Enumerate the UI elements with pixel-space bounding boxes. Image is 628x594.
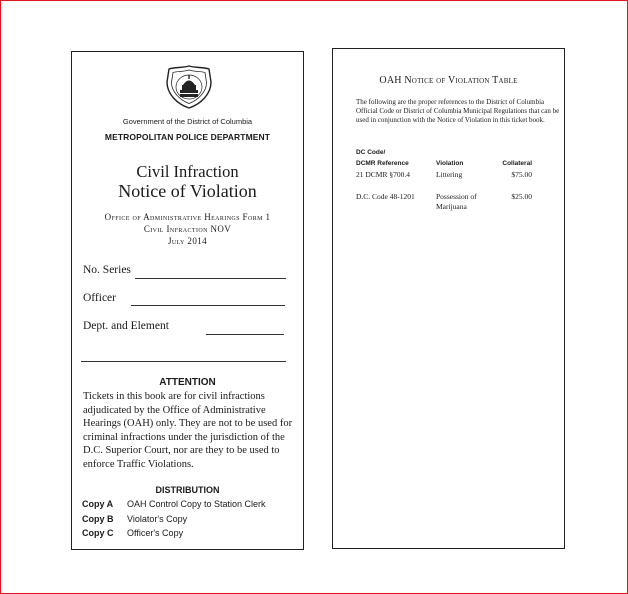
copy-label: Copy B (82, 514, 114, 524)
copy-row (82, 514, 187, 524)
no-series-label: No. Series (83, 264, 131, 276)
copy-row (82, 528, 183, 538)
dept-element-field[interactable] (206, 334, 284, 335)
notice-of-violation-cover (71, 51, 304, 550)
copy-label: Copy A (82, 499, 114, 509)
copy-recipient: Officer's Copy (127, 528, 184, 538)
row-reference: 21 DCMR §700.4 (356, 170, 410, 179)
government-name: Government of the District of Columbia (122, 117, 253, 126)
police-badge-icon (165, 64, 213, 110)
officer-field[interactable] (131, 305, 285, 306)
document-title: Civil Infraction (136, 162, 239, 181)
row-collateral: $75.00 (511, 170, 532, 179)
form-date: July 2014 (167, 236, 208, 246)
table-title: OAH Notice of Violation Table (379, 75, 518, 86)
attention-heading: ATTENTION (159, 377, 216, 388)
header-collateral: Collateral (502, 160, 532, 167)
copy-row (82, 499, 266, 509)
row-collateral: $25.00 (511, 192, 532, 201)
row-reference: D.C. Code 48-1201 (356, 192, 415, 201)
dept-element-label: Dept. and Element (83, 320, 169, 332)
blank-line-field[interactable] (81, 361, 286, 362)
copy-recipient: OAH Control Copy to Station Clerk (127, 499, 266, 509)
header-code-line1: DC Code/ (356, 149, 386, 156)
officer-label: Officer (83, 292, 116, 304)
copy-label: Copy C (82, 528, 114, 538)
form-name: Office of Administrative Hearings Form 1 (104, 212, 271, 222)
document-subtitle: Notice of Violation (118, 181, 257, 201)
form-type: Civil Infraction NOV (143, 224, 232, 234)
violation-table-card (332, 48, 565, 549)
attention-text: Tickets in this book are for civil infractions adjudicated by the Office of Administrative Hearings (OAH) only. They are not to be used for criminal infractions under the jurisdiction of the D.C. Superior Court, nor are they to be used to enforce Traffic Violations. (83, 391, 293, 470)
header-code-line2: DCMR Reference (356, 160, 409, 167)
row-violation: Littering (436, 170, 463, 179)
no-series-field[interactable] (135, 278, 286, 279)
department-name: METROPOLITAN POLICE DEPARTMENT (104, 132, 271, 142)
table-intro: The following are the proper references to the District of Columbia Official Code or District of Columbia Municipal Regulations that can be used in conjunction with the Notice of Violation in this ticket book. (356, 98, 560, 124)
header-violation: Violation (436, 160, 464, 167)
row-violation: Possession of Marijuana (436, 192, 477, 211)
copy-recipient: Violator's Copy (127, 514, 188, 524)
distribution-heading: DISTRIBUTION (155, 485, 220, 495)
